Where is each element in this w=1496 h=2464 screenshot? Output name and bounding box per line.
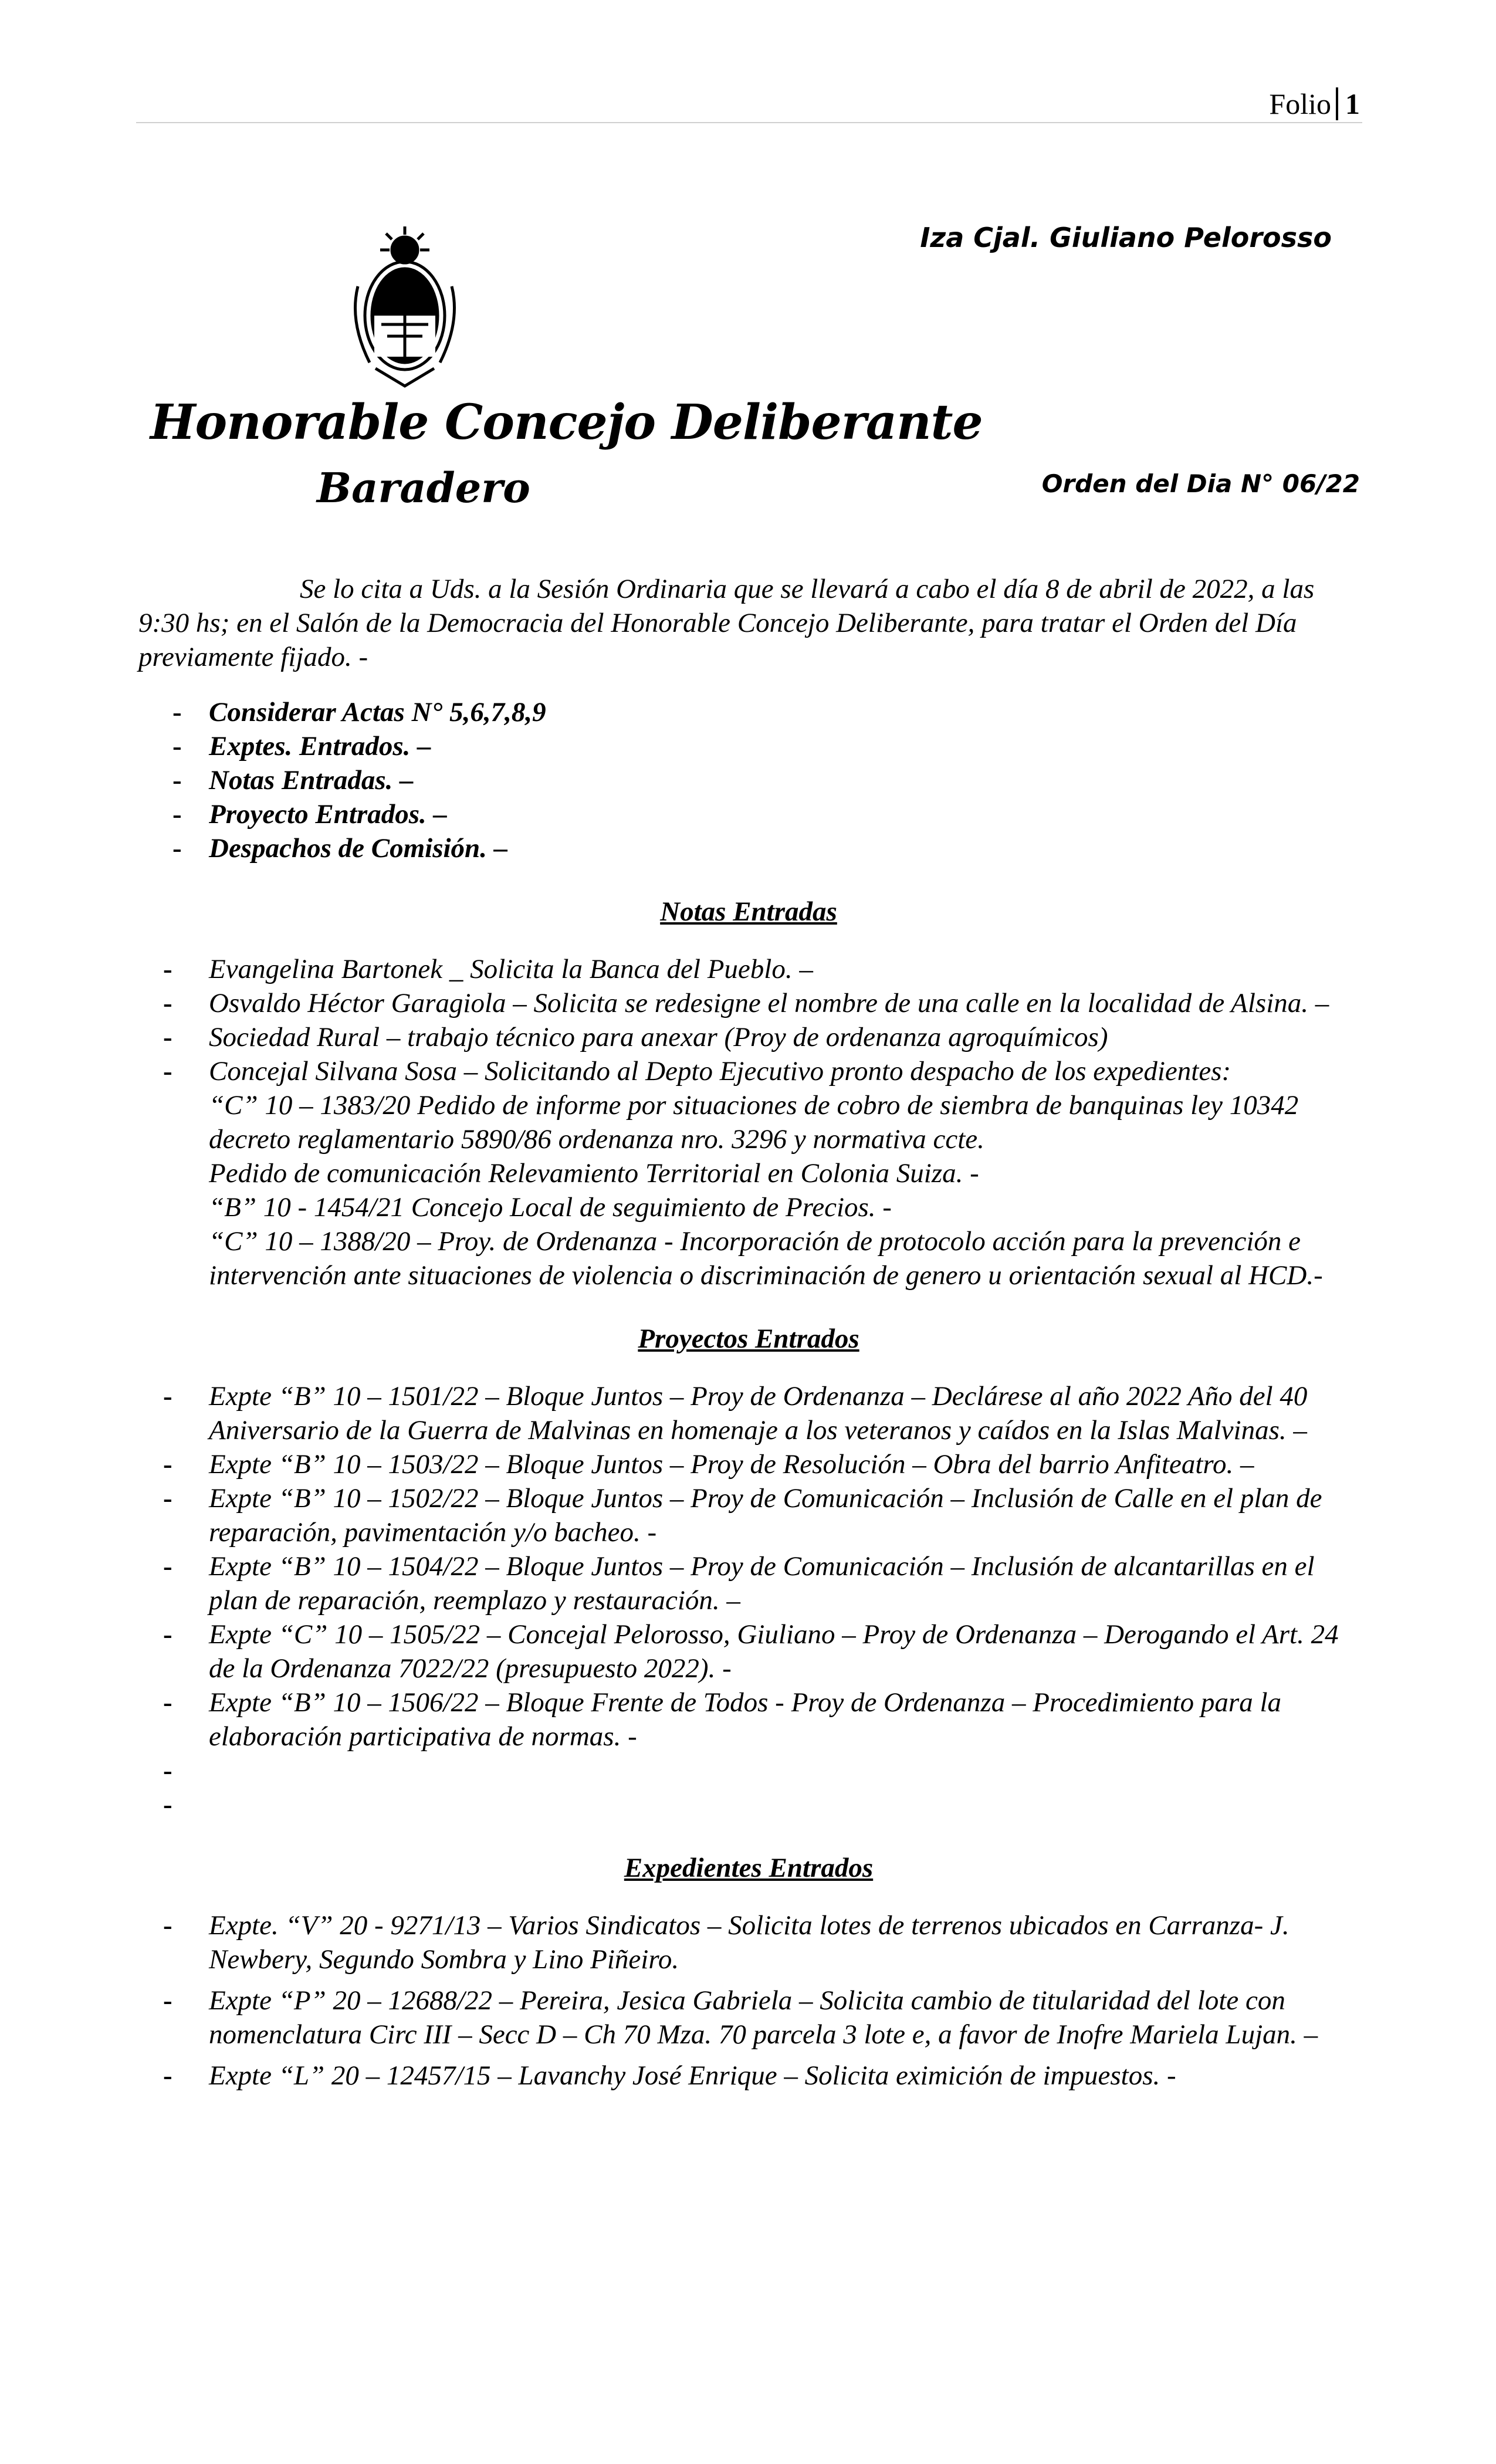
agenda-item: - Exptes. Entrados. – bbox=[138, 729, 1359, 763]
list-item: - Expte “L” 20 – 12457/15 – Lavanchy José Enrique – Solicita eximición de impuestos. - bbox=[138, 2059, 1359, 2093]
coat-of-arms-icon bbox=[340, 222, 469, 392]
list-item bbox=[138, 1054, 1359, 1292]
expedientes-list bbox=[138, 1908, 1359, 2093]
list-item: - Expte “B” 10 – 1501/22 – Bloque Juntos – Proy de Ordenanza – Declárese al año 2022 Año del 40 Aniversario de la Guerra de Malvinas en homenaje a los veteranos y caídos en la Islas Malvinas. – bbox=[138, 1379, 1359, 1447]
institution-city: Baradero bbox=[317, 463, 530, 512]
notas-list bbox=[138, 952, 1359, 1292]
section-title-proyectos: Proyectos Entrados bbox=[638, 1324, 859, 1354]
list-item: - Expte. “V” 20 - 9271/13 – Varios Sindicatos – Solicita lotes de terrenos ubicados en Carranza- J. Newbery, Segundo Sombra y Lino Piñeiro. bbox=[138, 1908, 1359, 1976]
intro-paragraph: Se lo cita a Uds. a la Sesión Ordinaria que se llevará a cabo el día 8 de abril de 2022, a las 9:30 hs; en el Salón de la Democracia del Honorable Concejo Deliberante, para tratar el Orden del Día previamente fijado. - bbox=[138, 574, 1315, 672]
list-item: - Expte “P” 20 – 12688/22 – Pereira, Jesica Gabriela – Solicita cambio de titularidad del lote con nomenclatura Circ III – Secc D – Ch 70 Mza. 70 parcela 3 lote e, a favor de Inofre Mariela Lujan. – bbox=[138, 1984, 1359, 2052]
section-title-notas: Notas Entradas bbox=[660, 896, 837, 927]
list-item: - Expte “C” 10 – 1505/22 – Concejal Pelorosso, Giuliano – Proy de Ordenanza – Derogando el Art. 24 de la Ordenanza 7022/22 (presupuesto 2022). - bbox=[138, 1617, 1359, 1685]
list-item: - Osvaldo Héctor Garagiola – Solicita se redesigne el nombre de una calle en la localidad de Alsina. – bbox=[138, 986, 1359, 1020]
order-number: Orden del Dia N° 06/22 bbox=[1041, 469, 1360, 498]
list-item: - Expte “B” 10 – 1503/22 – Bloque Juntos – Proy de Resolución – Obra del barrio Anfiteatro. – bbox=[138, 1447, 1359, 1481]
agenda-list bbox=[138, 695, 1359, 865]
list-item: - Expte “B” 10 – 1506/22 – Bloque Frente de Todos - Proy de Ordenanza – Procedimiento para la elaboración participativa de normas. - bbox=[138, 1685, 1359, 1754]
sub-item: “C” 10 – 1383/20 Pedido de informe por situaciones de cobro de siembra de banquinas ley 10342 decreto reglamentario 5890/86 ordenanza nro. 3296 y normativa ccte. bbox=[209, 1090, 1299, 1155]
sub-item: “B” 10 - 1454/21 Concejo Local de seguimiento de Precios. - bbox=[209, 1192, 892, 1223]
empty-list-item bbox=[138, 1788, 1359, 1822]
proyectos-list bbox=[138, 1379, 1359, 1822]
folio-number: 1 bbox=[1336, 87, 1360, 120]
sub-item: Pedido de comunicación Relevamiento Territorial en Colonia Suiza. - bbox=[209, 1158, 979, 1189]
institution-name: Honorable Concejo Deliberante bbox=[150, 394, 983, 451]
folio bbox=[1269, 87, 1360, 121]
list-item-text: - Concejal Silvana Sosa – Solicitando al Depto Ejecutivo pronto despacho de los expedientes: bbox=[209, 1056, 1231, 1087]
agenda-item: - Considerar Actas N° 5,6,7,8,9 bbox=[138, 695, 1359, 729]
document-body bbox=[138, 572, 1359, 2100]
addressee: Iza Cjal. Giuliano Pelorosso bbox=[920, 222, 1332, 253]
empty-list-item bbox=[138, 1754, 1359, 1788]
list-item: - Expte “B” 10 – 1504/22 – Bloque Juntos – Proy de Comunicación – Inclusión de alcantarillas en el plan de reparación, reemplazo y restauración. – bbox=[138, 1549, 1359, 1617]
agenda-item: - Notas Entradas. – bbox=[138, 763, 1359, 797]
sub-item: “C” 10 – 1388/20 – Proy. de Ordenanza - Incorporación de protocolo acción para la prevención e intervención ante situaciones de violencia o discriminación de genero u orientación sexual al HCD.- bbox=[209, 1226, 1323, 1291]
agenda-item: - Despachos de Comisión. – bbox=[138, 831, 1359, 865]
list-item: - Evangelina Bartonek _ Solicita la Banca del Pueblo. – bbox=[138, 952, 1359, 986]
section-title-expedientes: Expedientes Entrados bbox=[624, 1853, 874, 1883]
list-item: - Expte “B” 10 – 1502/22 – Bloque Juntos – Proy de Comunicación – Inclusión de Calle en el plan de reparación, pavimentación y/o bacheo. - bbox=[138, 1481, 1359, 1549]
list-item: - Sociedad Rural – trabajo técnico para anexar (Proy de ordenanza agroquímicos) bbox=[138, 1020, 1359, 1054]
header-rule bbox=[136, 122, 1362, 123]
folio-label: Folio bbox=[1269, 87, 1331, 120]
agenda-item: - Proyecto Entrados. – bbox=[138, 797, 1359, 831]
